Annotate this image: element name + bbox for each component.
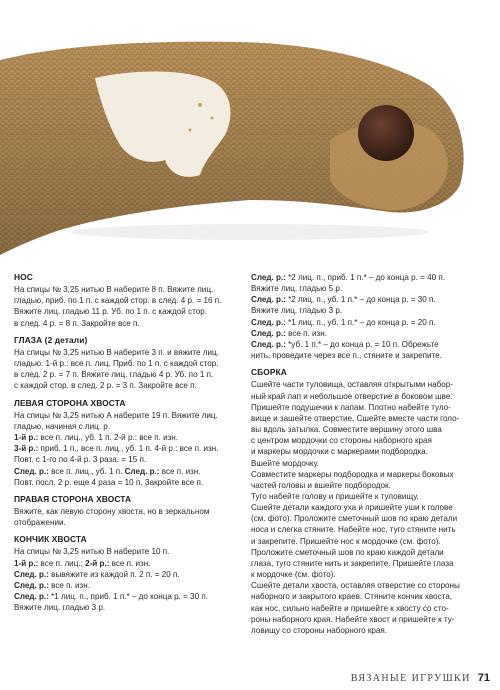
- section-heading: ГЛАЗА (2 детали): [14, 334, 88, 345]
- text-line: Сшейте детали каждого уха и пришейте уши к голове: [251, 503, 453, 513]
- text-line: На спицы № 3,25 нитью B наберите 10 п.: [14, 547, 170, 557]
- text-line: [251, 328, 489, 339]
- row-label: След. р.:: [251, 339, 286, 349]
- row-label: 2-й р.:: [85, 558, 110, 568]
- text-line: [14, 580, 246, 591]
- text-line: в след. 2 р. = 7 п. Вяжите лиц. гладью 4 р. Уб. по 1 п.: [14, 370, 214, 380]
- text-line: носа и слегка стяните. Набейте нос, туго стяните нить: [251, 525, 456, 535]
- row-label: След. р.:: [14, 592, 49, 602]
- text-line: [251, 272, 489, 283]
- book-title: ВЯЗАНЫЕ ИГРУШКИ: [350, 673, 471, 684]
- right-column: [251, 272, 489, 636]
- row-label: След. р.:: [251, 273, 286, 282]
- text-line: Проложите сметочный шов по краю каждой детали: [251, 547, 444, 557]
- text-line: вы вдоль затылка. Совместите вершину этого шва: [251, 425, 442, 435]
- text-line: Пришейте подушечки к лапам. Плотно набейте туло-: [251, 402, 451, 412]
- section-heading: ЛЕВАЯ СТОРОНА ХВОСТА: [14, 397, 126, 408]
- text-run: все п. лиц., уб. 1 п.: [48, 466, 125, 476]
- text-line: глаза, туго стяните нить и закрепите. Пришейте глаза: [251, 558, 454, 568]
- text-line: отображении.: [14, 518, 66, 528]
- text-line: [14, 591, 246, 602]
- row-label: След. р.:: [14, 569, 49, 579]
- text-line: Вяжите лиц. гладью 11 р. Уб. по 1 п. с каждой стор.: [14, 307, 207, 317]
- section-heading: КОНЧИК ХВОСТА: [14, 534, 87, 545]
- text-run: все п. лиц., уб. 1 п. 2-й р.: все п. изн.: [38, 433, 179, 443]
- text-line: [251, 294, 489, 305]
- text-line: с каждой стор. в след. 2 р. = 3 п. Закройте все п.: [14, 381, 197, 391]
- text-line: Вшейте мордочку.: [251, 458, 320, 468]
- row-label: След. р.:: [14, 580, 49, 590]
- text-line: ный край лап и небольшое отверстие в боковом шве.: [251, 391, 453, 401]
- text-line: Туго набейте голову и пришейте к туловищу.: [251, 491, 419, 501]
- text-line: Совместите маркеры подбородка и маркеры боковых: [251, 469, 454, 479]
- text-run: все п. изн.: [48, 580, 90, 590]
- text-line: [14, 569, 246, 580]
- text-line: роны наборного края. Набейте хвост и пришейте к ту-: [251, 614, 455, 624]
- text-line: Повт. с 1-го по 4-й р. 3 раза. = 15 п.: [14, 455, 147, 465]
- text-line: наборного и закрытого краев. Стяните кончик хвоста,: [251, 592, 453, 602]
- text-line: гладью. 1-й р.: все п. лиц. Приб. по 1 п. с каждой стор.: [14, 359, 219, 369]
- row-label: След. р.:: [251, 317, 286, 327]
- section-heading: СБОРКА: [251, 367, 287, 378]
- text-line: На спицы № 3,25 нитью B наберите 8 п. Вяжите лиц.: [14, 285, 214, 295]
- text-line: (см. фото). Проложите сметочный шов по краю детали: [251, 514, 458, 524]
- text-line: с центром мордочки со стороны наборного края: [251, 436, 432, 446]
- row-label: След. р.:: [251, 328, 286, 338]
- row-label: След. р.:: [14, 466, 49, 476]
- row-label: 1-й р.:: [14, 558, 39, 568]
- text-line: [14, 558, 246, 569]
- text-run: вывяжите из каждой п. 2 п. = 20 п.: [48, 569, 180, 579]
- text-line: нить, проведите через все п., стяните и закрепите.: [251, 351, 442, 361]
- text-line: гладью, начиная с лиц. р.: [14, 421, 111, 431]
- text-line: и закрепите. Пришейте нос к мордочке (см. фото).: [251, 536, 441, 546]
- text-line: [14, 443, 246, 454]
- knitted-toy-photo: [0, 0, 500, 262]
- text-line: Сшейте детали хвоста, оставляя отверстие со стороны: [251, 581, 460, 591]
- row-label: След. р.:: [124, 466, 160, 476]
- row-label: След. р.:: [251, 295, 286, 305]
- row-label: 3-й р.:: [14, 444, 39, 454]
- text-line: [251, 317, 489, 328]
- text-line: На спицы № 3,25 нитью А наберите 19 п. Вяжите лиц.: [14, 410, 218, 420]
- text-line: Вяжите лиц. гладью 5 р.: [251, 284, 343, 294]
- text-line: Повт. посл. 2 р. еще 4 раза = 10 п. Закройте все п.: [14, 477, 204, 487]
- text-run: *2 лиц. п., приб. 1 п.* – до конца р. = 40 п.: [285, 273, 445, 282]
- text-run: *2 лиц. п., уб. 1 п.* – до конца р. = 30 п.: [285, 295, 436, 305]
- text-line: [14, 466, 246, 477]
- text-line: гладью, приб. по 1 п. с каждой стор. в след. 4 р. = 16 п.: [14, 296, 222, 306]
- left-column: [14, 272, 246, 613]
- text-run: все п. изн.: [109, 558, 151, 568]
- page-number: 71: [477, 672, 490, 684]
- text-line: Вяжите, как левую сторону хвоста, но в зеркальном: [14, 506, 210, 516]
- text-line: частей головы и вшейте подбородок.: [251, 480, 391, 490]
- text-line: Вяжите лиц. гладью 3 р.: [14, 603, 106, 613]
- text-line: ловищу со стороны наборного края.: [251, 625, 388, 635]
- text-run: *1 лиц. п., уб. 1 п.* – до конца р. = 20 п.: [285, 317, 436, 327]
- photo-illustration: [0, 0, 500, 262]
- text-line: [251, 339, 489, 350]
- text-line: и маркеры мордочки с маркерами подбородка.: [251, 447, 428, 457]
- text-line: в след. 4 р. = 8 п. Закройте все п.: [14, 318, 140, 328]
- text-line: Вяжите лиц. гладью 3 р.: [251, 306, 343, 316]
- text-line: На спицы № 3,25 нитью B наберите 3 п. и вяжите лиц.: [14, 347, 219, 357]
- section-heading: ПРАВАЯ СТОРОНА ХВОСТА: [14, 493, 132, 504]
- text-run: все п. лиц.;: [38, 558, 86, 568]
- section-heading: НОС: [14, 272, 33, 282]
- text-run: приб. 1 п., все п. лиц., уб. 1 п. 4-й р.: все п. изн.: [38, 444, 219, 454]
- text-line: к мордочке (см. фото).: [251, 570, 336, 580]
- text-line: [14, 432, 246, 443]
- row-label: 1-й р.:: [14, 433, 39, 443]
- text-line: Сшейте части туловища, оставляя открытыми набор-: [251, 380, 453, 390]
- text-line: как нос, сильно набейте и пришейте к хвосту со сто-: [251, 603, 449, 613]
- text-run: все п. изн.: [159, 466, 201, 476]
- page-footer: [351, 672, 490, 684]
- text-run: все п. изн.: [285, 328, 327, 338]
- text-run: *уб. 1 п.* – до конца р. = 10 п. Обрежьте: [285, 339, 439, 349]
- text-run: *1 лиц. п., приб. 1 п.* – до конца р. = 30 п.: [48, 592, 208, 602]
- text-line: вище и зашейте отверстие. Сшейте вместе части голо-: [251, 413, 460, 423]
